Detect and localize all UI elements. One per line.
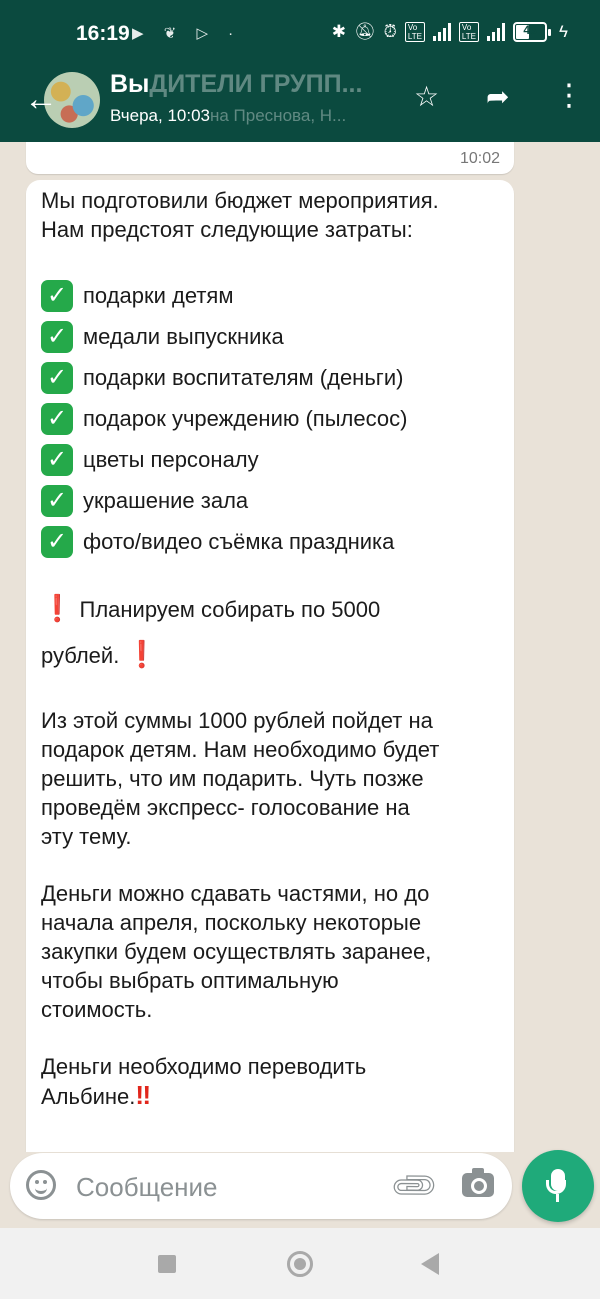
expense-label: цветы персоналу	[83, 447, 259, 472]
microphone-base	[556, 1194, 559, 1202]
list-item	[41, 398, 500, 439]
collection-plan	[41, 586, 500, 678]
forward-icon[interactable]: ➦	[486, 81, 510, 112]
emoji-icon[interactable]	[26, 1170, 56, 1200]
check-icon: ✓	[41, 280, 73, 312]
message-paragraph-1: Из этой суммы 1000 рублей пойдет на подарок детям. Нам необходимо будет решить, что им подарить. Чуть позже проведём экспресс- голосование на эту тему.	[41, 708, 440, 849]
list-item	[41, 480, 500, 521]
chat-area[interactable]	[0, 142, 600, 1152]
last-seen: Вчера, 10:03	[110, 106, 210, 125]
volte-icon-2: Vo LTE	[459, 22, 479, 42]
star-icon[interactable]: ☆	[414, 81, 440, 112]
mute-icon: 🔕︎	[353, 22, 376, 41]
double-exclamation-icon: ‼	[135, 1080, 152, 1110]
chat-title[interactable]	[110, 70, 362, 99]
expense-list	[41, 275, 500, 562]
paragraph-3-line-2: Альбине.	[41, 1084, 136, 1109]
message-composer	[10, 1153, 512, 1219]
list-item	[41, 439, 500, 480]
message-input[interactable]	[74, 1165, 378, 1209]
chat-title-visible: Вы	[110, 70, 150, 98]
plan-line-2: рублей.	[41, 643, 120, 668]
more-options-icon[interactable]: ⋮	[554, 79, 584, 112]
chat-subtitle[interactable]	[110, 106, 346, 126]
message-paragraph-3	[41, 1052, 500, 1111]
list-item	[41, 275, 500, 316]
home-icon[interactable]	[287, 1251, 313, 1277]
status-time: 16:19	[76, 22, 130, 45]
voice-message-button[interactable]	[522, 1150, 594, 1222]
microphone-stand	[546, 1180, 566, 1194]
list-item	[41, 521, 500, 562]
exclamation-icon: ❗	[41, 593, 74, 623]
expense-label: подарки детям	[83, 283, 234, 308]
list-item	[41, 357, 500, 398]
previous-message-bubble[interactable]	[26, 142, 514, 174]
message-time: 10:02	[459, 150, 500, 167]
system-nav-bar	[0, 1228, 600, 1299]
check-icon: ✓	[41, 321, 73, 353]
expense-label: украшение зала	[83, 488, 249, 513]
message-text	[41, 186, 500, 1111]
battery-level: 43	[523, 23, 537, 37]
plan-line-1: Планируем собирать по 5000	[79, 597, 381, 622]
check-icon: ✓	[41, 526, 73, 558]
message-bubble[interactable]	[26, 180, 514, 1152]
expense-label: подарок учреждению (пылесос)	[83, 406, 408, 431]
alarm-icon: ⏰︎	[383, 22, 397, 41]
battery-icon	[513, 22, 551, 42]
charging-icon: ϟ	[559, 22, 568, 41]
attach-icon[interactable]: 📎︎	[387, 1158, 442, 1214]
expense-label: медали выпускника	[83, 324, 284, 349]
participants-faded: на Преснова, Н...	[209, 106, 347, 125]
status-icons	[332, 22, 568, 42]
check-icon: ✓	[41, 403, 73, 435]
signal-4g-icon	[487, 23, 505, 41]
check-icon: ✓	[41, 362, 73, 394]
message-intro: Мы подготовили бюджет мероприятия. Нам предстоят следующие затраты:	[41, 188, 439, 242]
message-paragraph-2: Деньги можно сдавать частями, но до начала апреля, поскольку некоторые закупки будем осуществлять заранее, чтобы выбрать оптимальную стоимость.	[41, 881, 432, 1022]
back-arrow-icon[interactable]: ←	[24, 80, 58, 118]
expense-label: фото/видео съёмка праздника	[83, 529, 395, 554]
bluetooth-icon: ✱	[331, 22, 346, 41]
status-bar	[0, 0, 600, 68]
exclamation-icon: ❗	[125, 639, 158, 669]
chat-header	[0, 68, 600, 142]
camera-icon[interactable]	[462, 1173, 494, 1197]
recents-icon[interactable]	[158, 1255, 176, 1273]
expense-label: подарки воспитателям (деньги)	[83, 365, 404, 390]
chat-title-faded: ДИТЕЛИ ГРУПП...	[149, 70, 363, 98]
signal-icon	[433, 23, 451, 41]
back-triangle-icon[interactable]	[421, 1253, 439, 1275]
check-icon: ✓	[41, 444, 73, 476]
paragraph-3-line-1: Деньги необходимо переводить	[41, 1054, 367, 1079]
notification-icons: ▶ ❦ ▷ ·	[132, 25, 242, 42]
check-icon: ✓	[41, 485, 73, 517]
list-item	[41, 316, 500, 357]
volte-icon: Vo LTE	[405, 22, 425, 42]
